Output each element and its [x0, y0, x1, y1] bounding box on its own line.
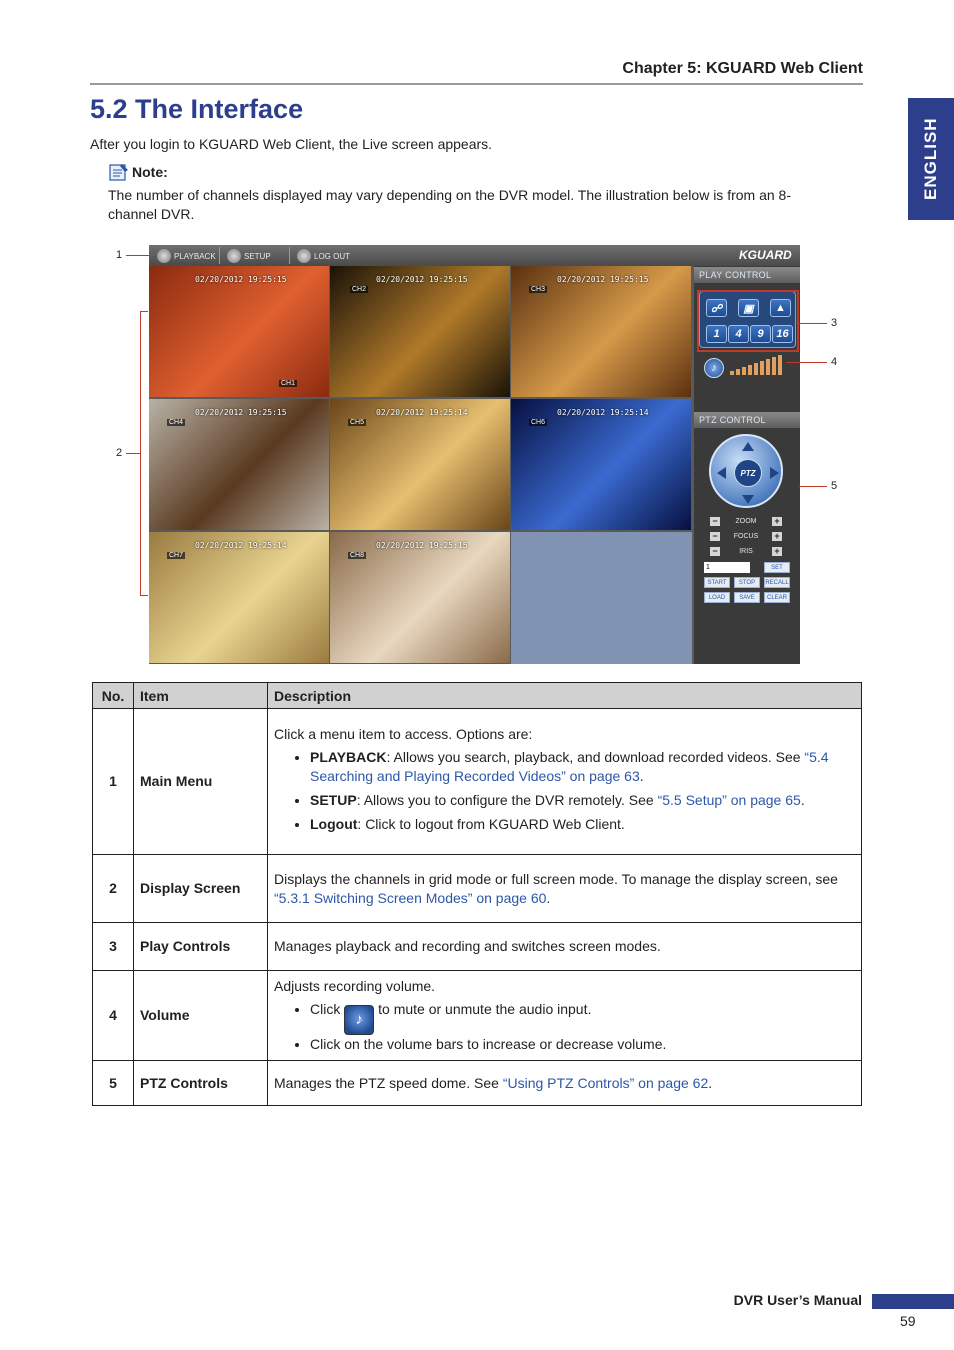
- camera-timestamp: 02/20/2012 19:25:14: [376, 408, 468, 417]
- channel-label: CH8: [350, 552, 365, 559]
- channel-label: CH2: [352, 286, 367, 293]
- arrow-left-icon[interactable]: [717, 467, 726, 479]
- bullet-term: PLAYBACK: [310, 748, 387, 765]
- row-item: Main Menu: [134, 709, 268, 855]
- callout-line: [126, 453, 140, 454]
- header-no: No.: [93, 683, 134, 709]
- row-number: 5: [93, 1061, 134, 1106]
- channel-label: CH7: [169, 552, 184, 559]
- row-description: [268, 1061, 862, 1106]
- setup-section-link[interactable]: “5.5 Setup” on page 65: [657, 791, 801, 808]
- playback-label: PLAYBACK: [174, 251, 216, 261]
- ptz-joystick[interactable]: [709, 434, 783, 508]
- callout-line: [799, 323, 827, 324]
- row-number: 1: [93, 709, 134, 855]
- grid-16-button[interactable]: 16: [772, 325, 793, 343]
- bullet-term: SETUP: [310, 791, 357, 808]
- focus-label: FOCUS: [733, 533, 759, 540]
- row-description: [268, 855, 862, 923]
- play-controls-highlight: [697, 290, 799, 352]
- note-label: Note:: [132, 164, 168, 180]
- camera-tile[interactable]: [149, 532, 329, 663]
- camera-tile[interactable]: [511, 266, 691, 397]
- clear-button[interactable]: CLEAR: [764, 592, 790, 603]
- channel-label: CH4: [169, 419, 184, 426]
- iris-label: IRIS: [739, 548, 753, 555]
- speaker-icon: ♪: [344, 1005, 374, 1035]
- language-tab: [908, 98, 954, 220]
- description-end: .: [546, 889, 551, 906]
- footer-bar: [872, 1294, 954, 1309]
- table-row: [93, 923, 862, 971]
- bullet-text: Click: [310, 1001, 345, 1017]
- grid-4-button[interactable]: 4: [728, 325, 749, 343]
- callout-line: [126, 255, 156, 256]
- volume-bars[interactable]: [730, 353, 786, 375]
- setup-menu-item[interactable]: [227, 248, 271, 264]
- table-header-row: [93, 683, 862, 709]
- bullet-end: .: [639, 767, 644, 784]
- stop-button[interactable]: STOP: [734, 577, 760, 588]
- list-item: [310, 748, 855, 786]
- start-button[interactable]: START: [704, 577, 730, 588]
- camera-tile[interactable]: [330, 399, 510, 530]
- camera-timestamp: 02/20/2012 19:25:15: [376, 541, 468, 550]
- chapter-title: Chapter 5: KGUARD Web Client: [622, 60, 863, 77]
- zoom-row: [710, 516, 782, 527]
- bullet-text: : Allows you search, playback, and download recorded videos. See: [386, 748, 805, 765]
- zoom-minus-button[interactable]: −: [710, 517, 720, 526]
- note-icon: [108, 162, 130, 182]
- zoom-plus-button[interactable]: +: [772, 517, 782, 526]
- logout-icon: [297, 249, 311, 263]
- focus-plus-button[interactable]: +: [772, 532, 782, 541]
- ptz-center-button[interactable]: PTZ: [734, 459, 762, 487]
- menu-divider: [219, 247, 220, 264]
- camera-tile[interactable]: [511, 399, 691, 530]
- callout-bracket: [140, 595, 148, 596]
- callout-line: [786, 362, 827, 363]
- speaker-icon[interactable]: ♪: [704, 358, 724, 378]
- channel-label: CH1: [281, 380, 296, 387]
- arrow-right-icon[interactable]: [770, 467, 779, 479]
- camera-timestamp: 02/20/2012 19:25:15: [557, 275, 649, 284]
- main-menu-bar: [149, 245, 800, 266]
- interface-table: [92, 682, 862, 1106]
- list-item: [310, 815, 855, 834]
- set-button[interactable]: SET: [764, 562, 790, 573]
- list-item: [310, 791, 855, 810]
- empty-channel-slot[interactable]: [511, 532, 692, 664]
- bullet-term: Logout: [310, 815, 358, 832]
- play-control-header: PLAY CONTROL: [694, 267, 800, 283]
- camera-tile[interactable]: [149, 266, 329, 397]
- camera-timestamp: 02/20/2012 19:25:14: [195, 541, 287, 550]
- arrow-down-icon[interactable]: [742, 495, 754, 504]
- screen-modes-link[interactable]: “5.3.1 Switching Screen Modes” on page 60: [274, 889, 547, 906]
- row-description: [268, 709, 862, 855]
- record-icon[interactable]: ▲: [770, 299, 791, 317]
- ptz-control-header: PTZ CONTROL: [694, 412, 800, 428]
- setup-label: SETUP: [244, 251, 271, 261]
- bullet-text: : Click to logout from KGUARD Web Client.: [357, 815, 625, 832]
- camera-timestamp: 02/20/2012 19:25:15: [376, 275, 468, 284]
- table-row: [93, 709, 862, 855]
- page-number: 59: [900, 1313, 916, 1329]
- camera-timestamp: 02/20/2012 19:25:15: [195, 408, 287, 417]
- grid-1-button[interactable]: 1: [706, 325, 727, 343]
- row-description: [268, 971, 862, 1061]
- callout-5: 5: [831, 480, 838, 492]
- list-item: [310, 1000, 855, 1035]
- table-row: [93, 971, 862, 1061]
- camera-icon[interactable]: ▣: [738, 299, 759, 317]
- grid-9-button[interactable]: 9: [750, 325, 771, 343]
- logout-label: LOG OUT: [314, 251, 351, 261]
- row-number: 3: [93, 923, 134, 971]
- callout-bracket: [140, 311, 141, 596]
- camera-timestamp: 02/20/2012 19:25:15: [195, 275, 287, 284]
- list-item: • Click on the volume bars to increase or decrease volume.: [310, 1035, 855, 1054]
- playback-menu-item[interactable]: [157, 248, 216, 264]
- playback-icon: [157, 249, 171, 263]
- zoom-label: ZOOM: [735, 518, 757, 525]
- gear-icon: [227, 249, 241, 263]
- channel-label: CH3: [531, 286, 546, 293]
- ptz-controls-link[interactable]: “Using PTZ Controls” on page 62: [502, 1074, 709, 1091]
- row-item: PTZ Controls: [134, 1061, 268, 1106]
- channel-label: CH5: [350, 419, 365, 426]
- preset-select[interactable]: 1: [704, 562, 750, 573]
- description-intro: Adjusts recording volume.: [274, 978, 436, 994]
- bullet-end: .: [800, 791, 805, 808]
- table-row: [93, 1061, 862, 1106]
- link-icon[interactable]: ☍: [706, 299, 727, 317]
- iris-row: [710, 546, 782, 557]
- focus-minus-button[interactable]: −: [710, 532, 720, 541]
- callout-1: 1: [116, 249, 123, 261]
- camera-tile[interactable]: [330, 266, 510, 397]
- callout-bracket: [140, 311, 148, 312]
- note-heading: [108, 162, 168, 182]
- load-button[interactable]: LOAD: [704, 592, 730, 603]
- camera-tile[interactable]: [330, 532, 510, 663]
- description-end: .: [708, 1074, 713, 1091]
- bullet-text: : Allows you to configure the DVR remotely. See: [356, 791, 658, 808]
- focus-row: [710, 531, 782, 542]
- note-text: The number of channels displayed may vary depending on the DVR model. The illustration below is from an 8-channel DVR.: [108, 187, 791, 222]
- header-item: Item: [134, 683, 268, 709]
- description-intro: Click a menu item to access. Options are:: [274, 725, 533, 742]
- iris-plus-button[interactable]: +: [772, 547, 782, 556]
- logout-menu-item[interactable]: [297, 248, 350, 264]
- intro-text: After you login to KGUARD Web Client, the Live screen appears.: [90, 136, 493, 152]
- table-row: [93, 855, 862, 923]
- camera-timestamp: 02/20/2012 19:25:14: [557, 408, 649, 417]
- kguard-logo: KGUARD: [739, 248, 792, 262]
- language-tab-label: ENGLISH: [921, 117, 940, 201]
- row-number: 2: [93, 855, 134, 923]
- recall-button[interactable]: RECALL: [764, 577, 790, 588]
- row-description: Manages playback and recording and switches screen modes.: [268, 923, 862, 971]
- row-number: 4: [93, 971, 134, 1061]
- playback-section-link[interactable]: “5.4 Searching and Playing Recorded Videos” on page 63: [310, 748, 829, 784]
- callout-line: [799, 486, 827, 487]
- row-item: Display Screen: [134, 855, 268, 923]
- callout-2: 2: [116, 447, 123, 459]
- header-rule: [90, 83, 863, 85]
- arrow-up-icon[interactable]: [742, 442, 754, 451]
- callout-4: 4: [831, 356, 838, 368]
- menu-divider: [289, 247, 290, 264]
- description-text: Displays the channels in grid mode or full screen mode. To manage the display screen, see: [274, 870, 838, 887]
- iris-minus-button[interactable]: −: [710, 547, 720, 556]
- manual-title: DVR User’s Manual: [733, 1292, 862, 1308]
- header-description: Description: [268, 683, 862, 709]
- row-item: Volume: [134, 971, 268, 1061]
- camera-tile[interactable]: [149, 399, 329, 530]
- bullet-text: to mute or unmute the audio input.: [374, 1001, 592, 1017]
- callout-3: 3: [831, 317, 838, 329]
- description-text: Manages the PTZ speed dome. See: [274, 1074, 503, 1091]
- save-button[interactable]: SAVE: [734, 592, 760, 603]
- section-title: 5.2 The Interface: [90, 94, 304, 124]
- row-item: Play Controls: [134, 923, 268, 971]
- channel-label: CH6: [531, 419, 546, 426]
